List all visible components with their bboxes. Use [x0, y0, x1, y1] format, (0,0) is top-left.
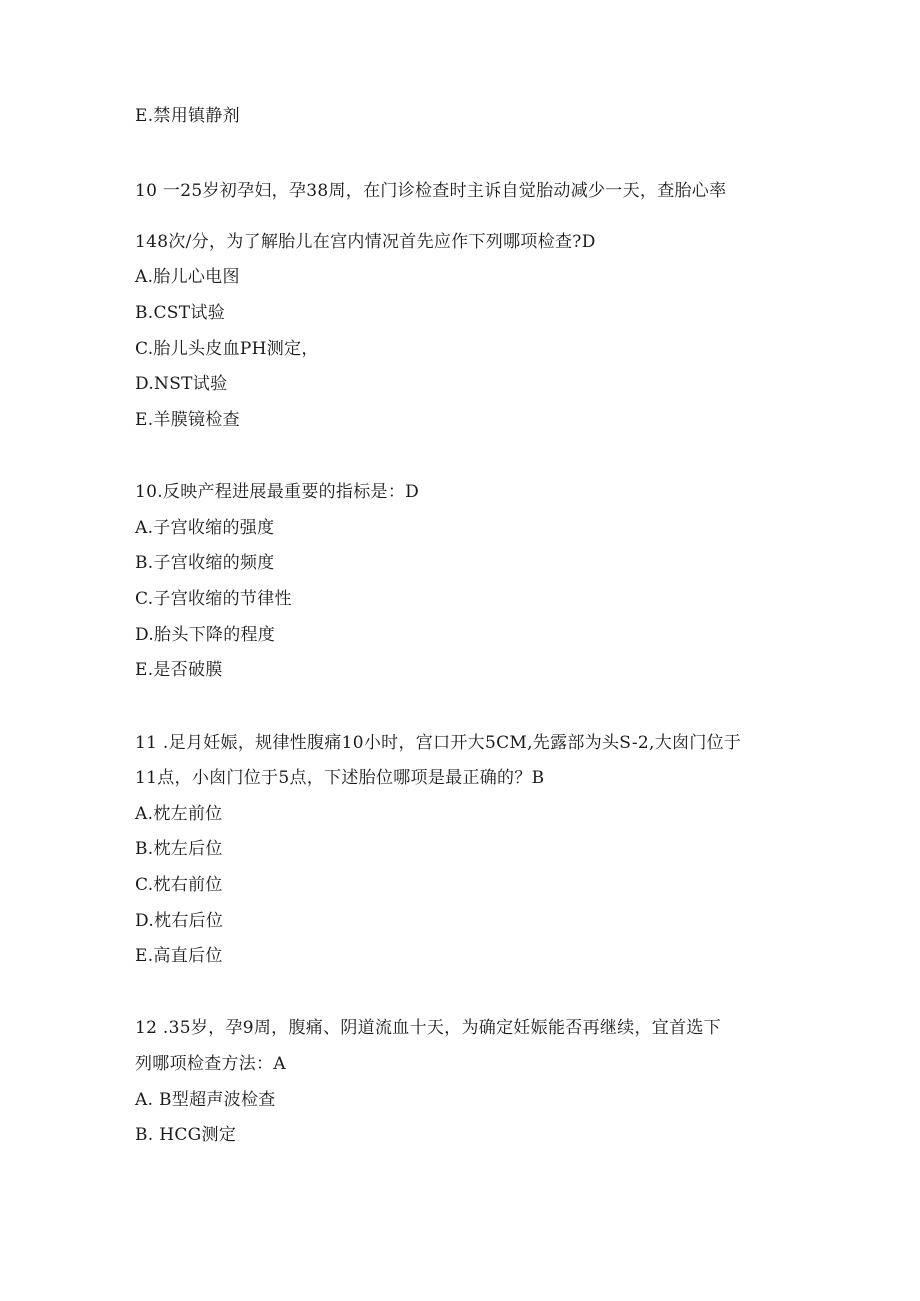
question-11-line2: 11点，小囱门位于5点，下述胎位哪项是最正确的？B	[135, 768, 545, 788]
q11-option-d: D.枕右后位	[135, 911, 224, 931]
q10b-option-b: B.子宫收缩的频度	[135, 553, 275, 573]
question-10a-line2: 148次/分，为了解胎儿在宫内情况首先应作下列哪项检查?D	[135, 232, 596, 252]
question-10a-line1: 10 一25岁初孕妇，孕38周，在门诊检查时主诉自觉胎动减少一天，查胎心率	[135, 181, 727, 201]
q10b-option-a: A.子宫收缩的强度	[135, 518, 275, 538]
q10b-option-e: E.是否破膜	[135, 660, 223, 680]
q10a-option-d: D.NST试验	[135, 374, 228, 394]
q10a-option-e: E.羊膜镜检查	[135, 410, 240, 430]
q11-option-a: A.枕左前位	[135, 804, 223, 824]
q12-option-a: A. B型超声波检查	[135, 1090, 276, 1110]
q11-option-e: E.高直后位	[135, 946, 223, 966]
question-11-line1: 11 .足月妊娠，规律性腹痛10小时，宫口开大5CM,先露部为头S-2,大囱门位于	[135, 733, 742, 753]
q11-option-c: C.枕右前位	[135, 875, 223, 895]
q10b-option-d: D.胎头下降的程度	[135, 625, 276, 645]
q10b-option-c: C.子宫收缩的节律性	[135, 589, 292, 609]
question-12-line1: 12 .35岁，孕9周，腹痛、阴道流血十天，为确定妊娠能否再继续，宜首选下	[135, 1018, 721, 1038]
question-10b: 10.反映产程进展最重要的指标是：D	[135, 482, 420, 502]
option-e-sedative: E.禁用镇静剂	[135, 106, 240, 126]
q10a-option-a: A.胎儿心电图	[135, 267, 240, 287]
q11-option-b: B.枕左后位	[135, 839, 223, 859]
q12-option-b: B. HCG测定	[135, 1125, 237, 1145]
q10a-option-b: B.CST试验	[135, 303, 225, 323]
q10a-option-c: C.胎儿头皮血PH测定，	[135, 339, 319, 359]
question-12-line2: 列哪项检查方法：A	[135, 1054, 286, 1074]
